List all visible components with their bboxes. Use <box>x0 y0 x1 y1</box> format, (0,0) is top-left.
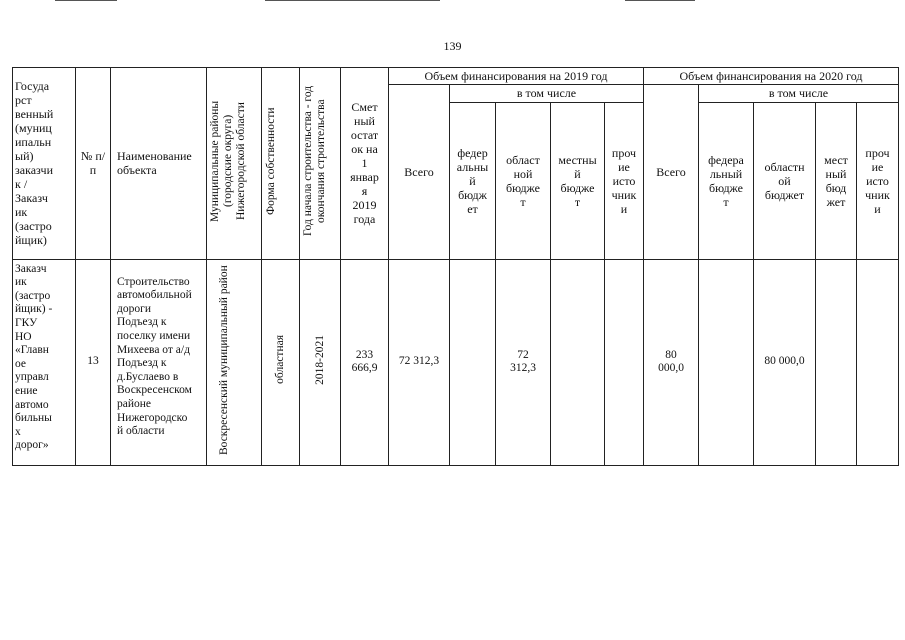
cell-ownership: областная <box>274 335 286 385</box>
cell-regional-2020: 80 000,0 <box>754 259 816 465</box>
header-total-2019: Всего <box>389 85 450 260</box>
cell-local-2020 <box>816 259 857 465</box>
header-estimate: Смет ный остат ок на 1 январ я 2019 года <box>341 68 389 260</box>
scan-artifact <box>265 0 440 1</box>
cell-federal-2020 <box>699 259 754 465</box>
cell-total-2019: 72 312,3 <box>389 259 450 465</box>
header-regional-2019: област ной бюдже т <box>496 102 551 259</box>
cell-object-name: Строительство автомобильной дороги Подъезд к поселку имени Михеева от а/д Подъезд к д.Буслаево в Воскресенском районе Нижегородско й области <box>111 259 207 465</box>
header-including-2019: в том числе <box>450 85 644 103</box>
cell-number: 13 <box>76 259 111 465</box>
header-other-2019: проч ие исто чник и <box>605 102 644 259</box>
cell-regional-2019: 72 312,3 <box>496 259 551 465</box>
cell-other-2019 <box>605 259 644 465</box>
header-customer: Госуда рст венный (муниц ипальн ый) заказчи к / Заказч ик (застро йщик) <box>13 68 76 260</box>
header-local-2019: местны й бюдже т <box>551 102 605 259</box>
header-regional-2020: областн ой бюджет <box>754 102 816 259</box>
header-districts-cell <box>207 68 262 260</box>
page-number: 139 <box>443 39 462 53</box>
header-federal-2019: федер альны й бюдж ет <box>450 102 496 259</box>
header-fin-2019: Объем финансирования на 2019 год <box>389 68 644 85</box>
header-local-2020: мест ный бюд жет <box>816 102 857 259</box>
header-years-cell <box>300 68 341 260</box>
header-number: № п/п <box>76 68 111 260</box>
header-object-name: Наименование объекта <box>111 68 207 260</box>
header-ownership: Форма собственности <box>264 107 277 215</box>
scan-artifact <box>55 0 117 1</box>
header-total-2020: Всего <box>644 85 699 260</box>
table-row <box>13 259 899 465</box>
header-districts: Муниципальные районы (городские округа) Нижегородской области <box>209 100 247 222</box>
header-federal-2020: федера льный бюдже т <box>699 102 754 259</box>
cell-customer: Заказч ик (застро йщик) - ГКУ НО «Главн ое управл ение автомо бильны х дорог» <box>13 259 76 465</box>
cell-district-wrap <box>207 259 262 465</box>
scan-artifact <box>625 0 695 1</box>
cell-years: 2018-2021 <box>313 334 326 385</box>
header-other-2020: проч ие исто чник и <box>857 102 899 259</box>
cell-other-2020 <box>857 259 899 465</box>
financing-table <box>12 67 899 466</box>
cell-estimate: 233 666,9 <box>341 259 389 465</box>
cell-total-2020: 80 000,0 <box>644 259 699 465</box>
cell-local-2019 <box>551 259 605 465</box>
header-ownership-cell <box>262 68 300 260</box>
cell-ownership-wrap <box>262 259 300 465</box>
header-including-2020: в том числе <box>699 85 899 103</box>
cell-years-wrap <box>300 259 341 465</box>
cell-federal-2019 <box>450 259 496 465</box>
header-years: Год начала строительства - год окончания строительства <box>302 85 327 237</box>
cell-district: Воскресенский муниципальный район <box>218 264 230 455</box>
header-fin-2020: Объем финансирования на 2020 год <box>644 68 899 85</box>
